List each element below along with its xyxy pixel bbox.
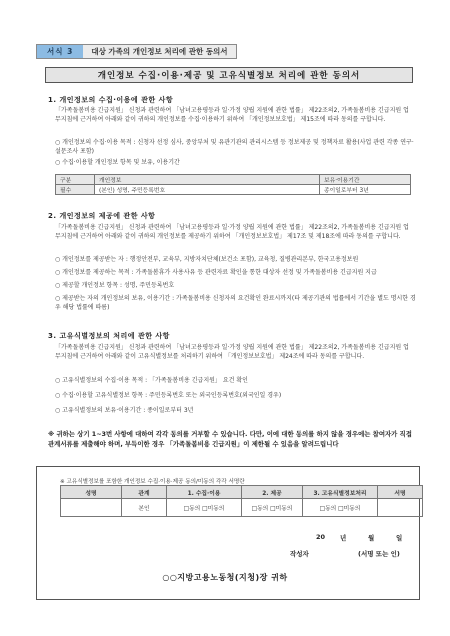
section-2-paragraph: 「가족돌봄비용 긴급지원」 신청과 관련하여 「남녀고용평등과 일·가정 양립 지원에 관한 법률」 제22조의2, 가족돌봄비용 긴급지원 업무지침에 근거하여 아래와 같이 귀하의 개인정보를 제공하기 위하여 「개인정보보호법」 제17조 및 제18조에 따라 동의를 구합니다. — [55, 224, 409, 240]
section-2-items: ○ 제공할 개인정보 항목 : 성명, 주민등록번호 — [55, 282, 175, 289]
header-signature: 서명 — [378, 486, 423, 499]
section-2-heading: 2. 개인정보의 제공에 관한 사항 — [48, 212, 156, 220]
header-name: 성명 — [61, 486, 122, 499]
section-3-heading: 3. 고유식별정보의 처리에 관한 사항 — [48, 332, 170, 340]
table-header-category: 구분 — [56, 175, 95, 185]
name-cell[interactable] — [61, 499, 122, 517]
form-badge — [36, 44, 237, 59]
section-1-heading: 1. 개인정보의 수집·이용에 관한 사항 — [48, 96, 174, 104]
addressee: ○○지방고용노동청(지청)장 귀하 — [162, 573, 288, 582]
refusal-notice: ※ 귀하는 상기 1~3번 사항에 대하여 각각 동의를 거부할 수 있습니다. 다만, 이에 대한 동의를 하지 않을 경우에는 참여자가 직접 관계서류를 제출해야 하며, 부득이한 경우 「가족돌봄비용 긴급지원」이 제한될 수 있음을 알려드립니다 — [48, 430, 412, 448]
signature-cell[interactable] — [378, 499, 423, 517]
section-1-purpose: ○ 개인정보의 수집·이용 목적 : 신청자 선정 심사, 중앙부처 및 유관기관의 관리시스템 등 정보제공 및 정책자료 활용(사업 관련 각종 연구·설문조사 포함) — [55, 139, 414, 155]
retention-table — [55, 174, 411, 195]
header-collect: 1. 수집·이용 — [167, 486, 242, 499]
collect-choice[interactable] — [167, 499, 242, 517]
unique-id-choice[interactable] — [303, 499, 378, 517]
relation-cell: 본인 — [122, 499, 167, 517]
section-3-retention: ○ 고유식별정보의 보유·이용기간 : 종이일로부터 3년 — [55, 407, 194, 414]
collect-disagree-checkbox[interactable]: □미동의 — [202, 506, 225, 512]
section-3-items: ○ 수집·이용할 고유식별정보 항목 : 주민등록번호 또는 외국인등록번호(외국인일 경우) — [55, 392, 282, 399]
table-header-period: 보유·이용기간 — [320, 175, 411, 185]
header-relation: 관계 — [122, 486, 167, 499]
provide-agree-checkbox[interactable]: □동의 — [251, 506, 269, 512]
section-2-purpose: ○ 개인정보를 제공하는 목적 : 가족돌봄휴가 사용사유 등 관련자료 확인을 통한 대상자 선정 및 가족돌봄비용 긴급지원 지급 — [55, 269, 377, 276]
document-title: 개인정보 수집·이용·제공 및 고유식별정보 처리에 관한 동의서 — [45, 67, 413, 83]
unique-id-disagree-checkbox[interactable]: □미동의 — [338, 506, 361, 512]
section-1-paragraph: 「가족돌봄비용 긴급지원」 신청과 관련하여 「남녀고용평등과 일·가정 양립 지원에 관한 법률」 제22조의2, 가족돌봄비용 긴급지원 업무지침에 근거하여 아래와 같이 귀하의 개인정보를 수집·이용하기 위하여 「개인정보보호법」 제15조에 따라 동의를 구합니다. — [55, 107, 409, 123]
form-number: 서식 3 — [37, 45, 83, 58]
header-provide: 2. 제공 — [242, 486, 303, 499]
date-month-label: 월 — [368, 534, 375, 542]
section-3-paragraph: 「가족돌봄비용 긴급지원」 신청과 관련하여 「남녀고용평등과 일·가정 양립 지원에 관한 법률」 제22조의2, 가족돌봄비용 긴급지원 업무지침에 근거하여 아래와 같이 고유식별정보를 처리하기 위하여 「개인정보보호법」 제24조에 따라 동의를 구합니다. — [55, 344, 409, 360]
unique-id-agree-checkbox[interactable]: □동의 — [319, 506, 337, 512]
header-unique-id: 3. 고유식별정보처리 — [303, 486, 378, 499]
provide-choice[interactable] — [242, 499, 303, 517]
consent-table — [60, 485, 423, 517]
section-2-retention: ○ 제공받는 자의 개인정보의 보유, 이용기간 : 가족돌봄비용 신청자의 요건확인 완료시까지(타 제공기관의 법률에서 기간을 별도 명시한 경우 해당 법률에 따름) — [55, 295, 416, 311]
provide-disagree-checkbox[interactable]: □미동의 — [270, 506, 293, 512]
table-row-info: (본인) 성명, 주민등록번호 — [95, 185, 320, 195]
section-1-items: ○ 수집·이용할 개인정보 항목 및 보유, 이용기간 — [55, 159, 180, 166]
date-year: 20 — [316, 533, 326, 541]
writer-label: 작성자 — [290, 550, 309, 558]
table-row-required: 필수 — [56, 185, 95, 195]
consent-caption: ※ 고유식별정보를 포함한 개인정보 수집·이용·제공 동의/미동의 각각 서명란 — [60, 479, 245, 485]
section-3-purpose: ○ 고유식별정보의 수집·이용 목적 : 「가족돌봄비용 긴급지원」 요건 확인 — [55, 377, 248, 384]
collect-agree-checkbox[interactable]: □동의 — [183, 506, 201, 512]
table-row-period: 종이일로부터 3년 — [320, 185, 411, 195]
section-2-recipients: ○ 개인정보를 제공받는 자 : 행정안전부, 교육부, 지방자치단체(보건소 포함), 교육청, 질병관리본부, 한국고용정보원 — [55, 256, 359, 263]
date-day-label: 일 — [396, 534, 403, 542]
date-year-label: 년 — [340, 534, 347, 542]
table-header-info: 개인정보 — [95, 175, 320, 185]
form-title: 대상 가족의 개인정보 처리에 관한 동의서 — [91, 47, 228, 56]
signature-hint: (서명 또는 인) — [358, 550, 400, 558]
